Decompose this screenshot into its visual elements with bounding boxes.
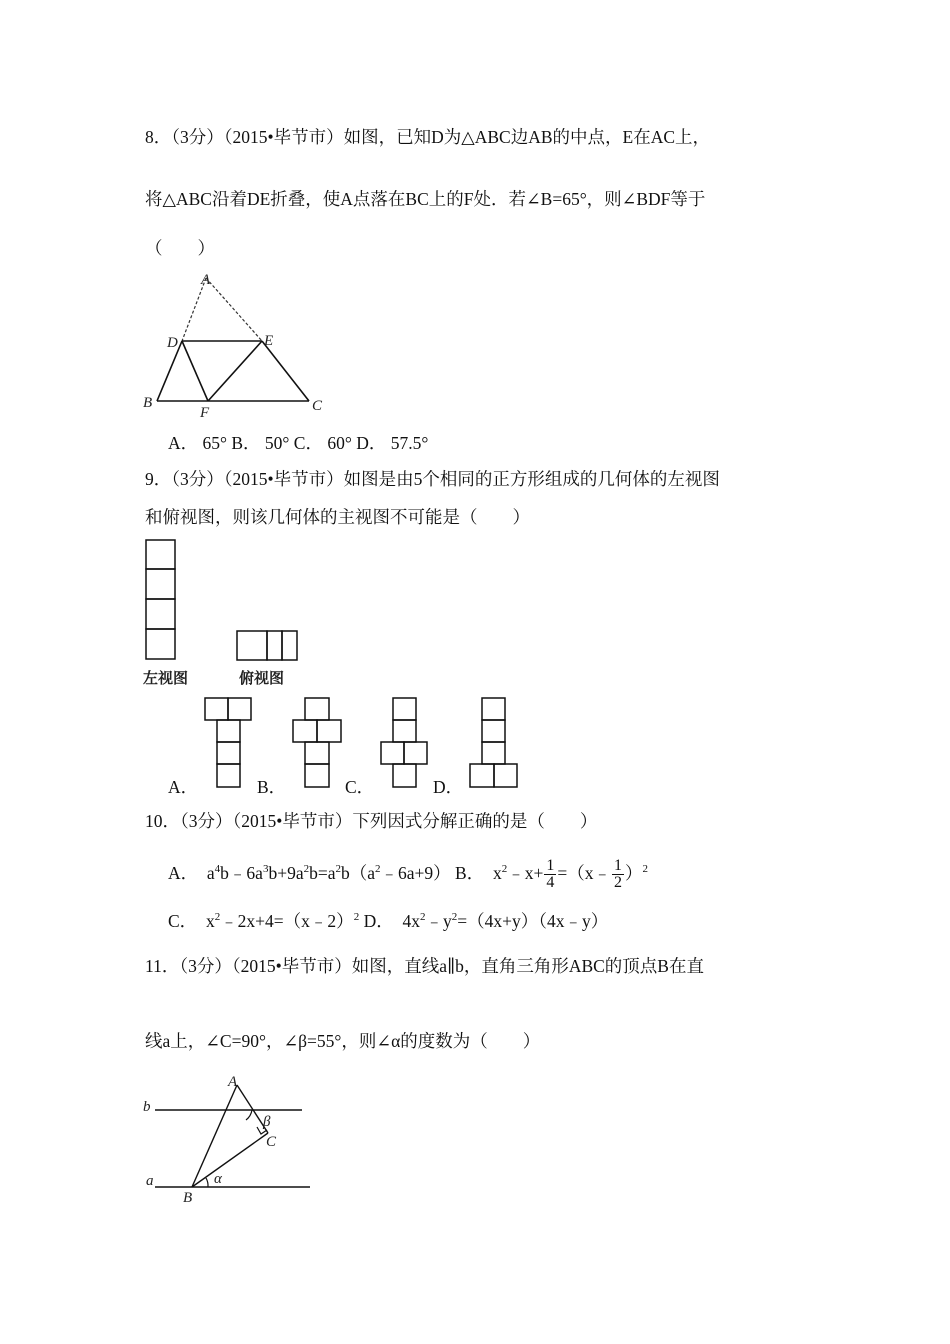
q11-label-beta: β bbox=[263, 1114, 271, 1130]
q8-label-c: C bbox=[312, 398, 323, 414]
q9-top-view-caption: 俯视图 bbox=[239, 669, 285, 687]
q9-stem-line1: 9．（3分）（2015•毕节市）如图是由5个相同的正方形组成的几何体的左视图 bbox=[145, 469, 720, 489]
q8-label-b: B bbox=[143, 395, 153, 411]
q11-label-alpha: α bbox=[214, 1171, 222, 1187]
q10-options-row2: C． $x^2﹣2x+4=(x﹣2)^2$ D． $4x^2﹣y^2=(4x+y)(4x﹣y)$ bbox=[168, 910, 609, 931]
q10-options-row1: A． $a^4b﹣6a^3b+9a^2b=a^2b(a^2﹣6a+9)$ B． $x^2﹣x+$ $\frac{1}{4}$ =（x﹣ $\frac{1}{2}$ ）$^2$ bbox=[168, 857, 648, 892]
q11-stem-line2: 线a上，∠C=90°，∠β=55°，则∠α的度数为（ ） bbox=[145, 1031, 541, 1051]
q9-option-a-label: A． bbox=[168, 777, 199, 797]
q11-label-b-vertex: B bbox=[183, 1190, 193, 1206]
q8-answer-blank: （ ） bbox=[145, 238, 215, 258]
q10-fraction-quarter: $\frac{1}{4}$ bbox=[546, 857, 555, 892]
q9-option-c-figure bbox=[380, 696, 434, 792]
q9-option-c-label: C． bbox=[345, 777, 375, 797]
q9-option-b-label: B． bbox=[257, 777, 287, 797]
q11-stem-line1: 11．（3分）（2015•毕节市）如图，直线a∥b，直角三角形ABC的顶点B在直 bbox=[145, 956, 704, 976]
q8-stem-line2: 将△ABC沿着DE折叠，使A点落在BC上的F处．若∠B=65°，则∠BDF等于 bbox=[145, 189, 706, 209]
q9-option-d-label: D． bbox=[433, 777, 464, 797]
q8-label-f: F bbox=[200, 405, 210, 421]
q10-option-c-label: C． bbox=[168, 910, 198, 931]
q11-label-a-vertex: A bbox=[228, 1074, 238, 1090]
q8-label-d: D bbox=[167, 335, 178, 351]
q10-option-a-label: A． bbox=[168, 862, 199, 883]
q9-option-d-figure bbox=[468, 696, 522, 792]
q10-stem: 10．（3分）（2015•毕节市）下列因式分解正确的是（ ） bbox=[145, 811, 598, 831]
q10-option-d-label: D． bbox=[363, 910, 394, 931]
q10-fraction-half: $\frac{1}{2}$ bbox=[613, 857, 622, 892]
q8-triangle-figure bbox=[140, 268, 340, 423]
q8-label-e: E bbox=[264, 333, 274, 349]
q9-views-figure bbox=[140, 535, 320, 690]
q9-option-b-figure bbox=[291, 696, 345, 792]
q11-label-line-a: a bbox=[146, 1173, 154, 1189]
q9-stem-line2: 和俯视图，则该几何体的主视图不可能是（ ） bbox=[145, 507, 530, 527]
q9-left-view-caption: 左视图 bbox=[143, 669, 189, 687]
q11-parallel-lines-figure bbox=[140, 1070, 320, 1210]
q8-options: A． 65° B． 50° C． 60° D． 57.5° bbox=[168, 433, 429, 453]
q9-option-a-figure bbox=[204, 696, 254, 792]
q10-option-b-label: B． bbox=[455, 862, 485, 883]
q8-stem-line1: 8．（3分）（2015•毕节市）如图，已知D为△ABC边AB的中点，E在AC上， bbox=[145, 127, 711, 147]
q8-label-a: A bbox=[201, 272, 211, 288]
q11-label-c-vertex: C bbox=[266, 1134, 277, 1150]
q11-label-line-b: b bbox=[143, 1099, 151, 1115]
